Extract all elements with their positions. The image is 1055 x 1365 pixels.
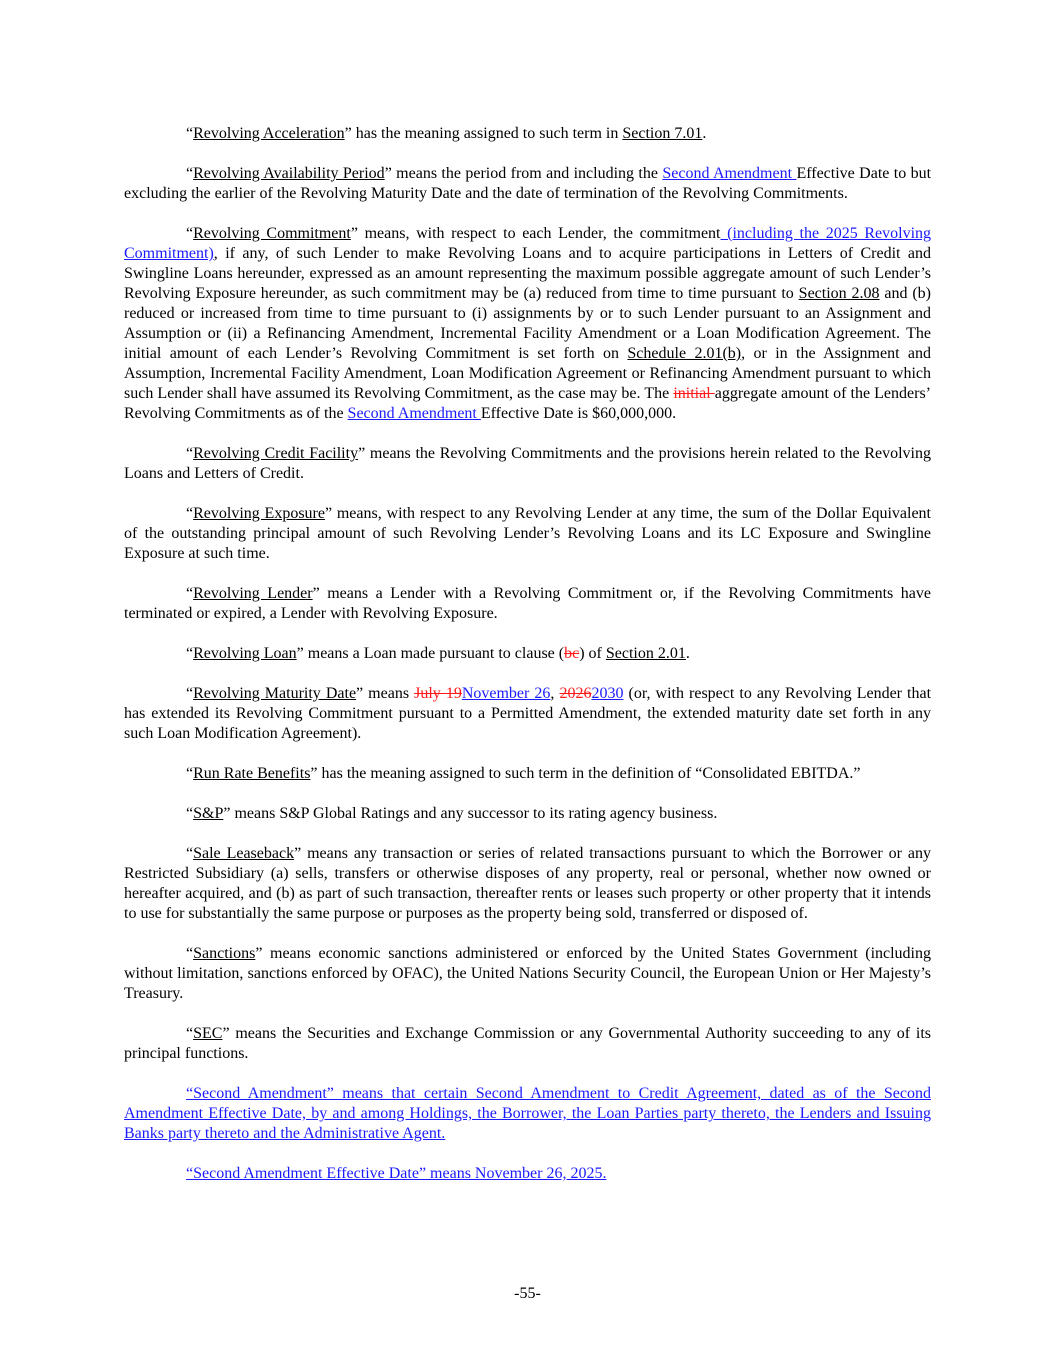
- inserted-text: “Second Amendment Effective Date” means November 26, 2025.: [186, 1165, 607, 1182]
- inserted-text: Second Amendment: [347, 405, 481, 422]
- defined-term: Run Rate Benefits: [193, 765, 311, 782]
- section-reference: Section 2.08: [798, 285, 880, 302]
- definition-revolving-credit-facility: “Revolving Credit Facility” means the Revolving Commitments and the provisions herein related to the Revolving Loans and Letters of Credit.: [124, 445, 931, 482]
- definition-revolving-lender: “Revolving Lender” means a Lender with a Revolving Commitment or, if the Revolving Commitments have terminated or expired, a Lender with Revolving Exposure.: [124, 585, 931, 622]
- section-reference: Section 2.01: [605, 645, 686, 662]
- definition-revolving-exposure: “Revolving Exposure” means, with respect to any Revolving Lender at any time, the sum of the Dollar Equivalent of the outstanding principal amount of such Revolving Lender’s Revolving Loans and its LC Exposure and Swingline Exposure at such time.: [124, 505, 932, 562]
- deleted-text: July 19: [414, 685, 462, 702]
- definition-revolving-acceleration: “Revolving Acceleration” has the meaning assigned to such term in Section 7.01.: [186, 125, 707, 142]
- inserted-text: (including the 2025 Revolving Commitment): [124, 225, 932, 262]
- deleted-text: initial: [673, 385, 715, 402]
- page-number: -55-: [514, 1285, 541, 1302]
- defined-term: Revolving Exposure: [193, 505, 325, 522]
- definition-revolving-availability-period: “Revolving Availability Period” means the period from and including the Second Amendment Effective Date to but excluding the earlier of the Revolving Maturity Date and the date of termination of the Revolving Commitments.: [124, 165, 932, 202]
- defined-term: Revolving Acceleration: [193, 125, 345, 142]
- inserted-text: 2030: [591, 685, 624, 702]
- deleted-text: bc: [564, 645, 580, 662]
- defined-term: Revolving Loan: [193, 645, 297, 662]
- defined-term: Revolving Availability Period: [193, 165, 385, 182]
- definition-second-amendment: [124, 1084, 931, 1144]
- defined-term: Sanctions: [193, 945, 256, 962]
- section-reference: Section 7.01: [622, 125, 703, 142]
- defined-term: Revolving Maturity Date: [193, 685, 357, 702]
- schedule-reference: Schedule 2.01(b): [627, 345, 742, 362]
- definition-revolving-maturity-date: “Revolving Maturity Date” means July 19November 26, 20262030 (or, with respect to any Revolving Lender that has extended its Revolving Commitment pursuant to a Permitted Amendment, the extended maturity date set forth in any such Loan Modification Agreement).: [124, 685, 932, 742]
- definition-revolving-commitment: “Revolving Commitment” means, with respect to each Lender, the commitment (including the 2025 Revolving Commitment), if any, of such Lender to make Revolving Loans and to acquire participations in Letters of Credit and Swingline Loans hereunder, expressed as an amount representing the maximum possible aggregate amount of such Lender’s Revolving Exposure hereunder, as such commitment may be (a) reduced from time to time pursuant to Section 2.08 and (b) reduced or increased from time to time pursuant to (i) assignments by or to such Lender pursuant to an Assignment and Assumption or (ii) a Refinancing Amendment, Incremental Facility Amendment or a Loan Modification Agreement. The initial amount of each Lender’s Revolving Commitment is set forth on Schedule 2.01(b), or in the Assignment and Assumption, Incremental Facility Amendment, Loan Modification Agreement or Refinancing Amendment pursuant to which such Lender shall have assumed its Revolving Commitment, as the case may be. The initial aggregate amount of the Lenders’ Revolving Commitments as of the Second Amendment Effective Date is $60,000,000.: [124, 225, 932, 422]
- defined-term: S&P: [193, 805, 224, 822]
- definition-revolving-loan: “Revolving Loan” means a Loan made pursuant to clause (bc) of Section 2.01.: [186, 645, 690, 662]
- inserted-text: “Second Amendment” means that certain Second Amendment to Credit Agreement, dated as of the Second Amendment Effective Date, by and among Holdings, the Borrower, the Loan Parties party thereto, the Lenders and Issuing Banks party thereto and the Administrative Agent.: [124, 1085, 931, 1142]
- document-page: [124, 124, 931, 1204]
- defined-term: Sale Leaseback: [193, 845, 295, 862]
- deleted-text: 2026: [559, 685, 592, 702]
- inserted-text: Second Amendment: [662, 165, 797, 182]
- inserted-text: November 26: [461, 685, 551, 702]
- definition-sec: “SEC” means the Securities and Exchange Commission or any Governmental Authority succeeding to any of its principal functions.: [124, 1025, 931, 1062]
- defined-term: Revolving Lender: [193, 585, 313, 602]
- defined-term: Revolving Credit Facility: [193, 445, 359, 462]
- definition-run-rate-benefits: “Run Rate Benefits” has the meaning assigned to such term in the definition of “Consolidated EBITDA.”: [186, 765, 861, 782]
- definition-second-amendment-effective-date: [124, 1164, 931, 1184]
- definition-s-and-p: “S&P” means S&P Global Ratings and any successor to its rating agency business.: [186, 805, 718, 822]
- definition-sale-leaseback: “Sale Leaseback” means any transaction or series of related transactions pursuant to which the Borrower or any Restricted Subsidiary (a) sells, transfers or otherwise disposes of any property, real or personal, whether now owned or hereafter acquired, and (b) as part of such transaction, thereafter rents or leases such property or other property that it intends to use for substantially the same purpose or purposes as the property being sold, transferred or disposed of.: [124, 845, 931, 922]
- definition-sanctions: “Sanctions” means economic sanctions administered or enforced by the United States Government (including without limitation, sanctions enforced by OFAC), the United Nations Security Council, the European Union or Her Majesty’s Treasury.: [124, 945, 931, 1002]
- defined-term: SEC: [193, 1025, 223, 1042]
- defined-term: Revolving Commitment: [193, 225, 351, 242]
